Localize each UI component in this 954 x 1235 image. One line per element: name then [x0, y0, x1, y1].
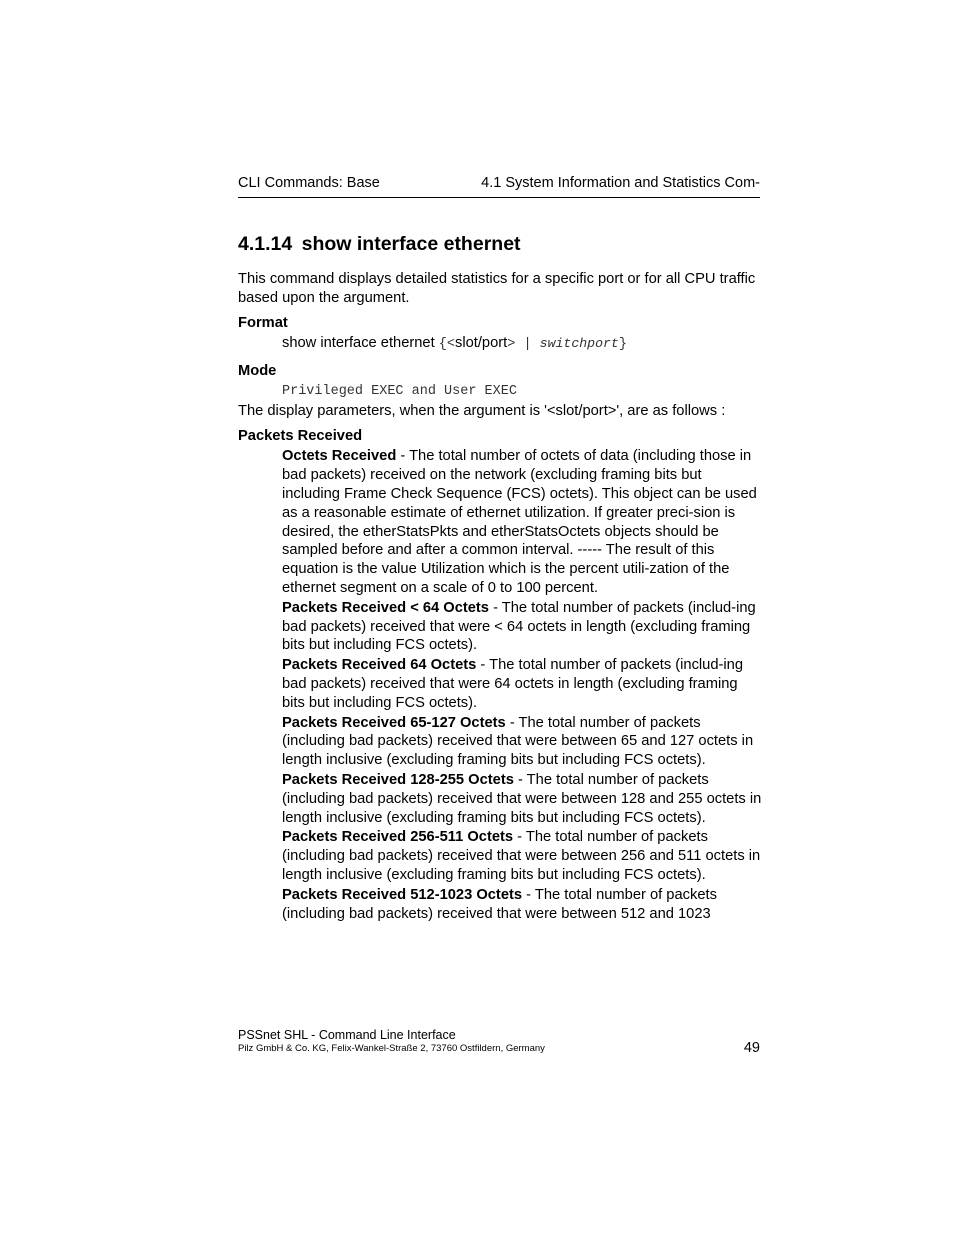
param-desc: - The total number of packets (includ-ing bad packets) received that were < 64 octets in length (excluding framing bits but including FCS octets).	[282, 599, 756, 654]
param-desc: - The total number of octets of data (including those in bad packets) received on the network (excluding framing bits but including Frame Check Sequence (FCS) octets). This object can be used as a reasonable estimate of ethernet utilization. If greater preci-sion is desired, the etherStatsPkts and etherStatsOctets objects should be sampled before and after a common interval. ----- The result of this equation is the value Utilization which is the percent utili-zation of the ethernet segment on a scale of 0 to 100 percent.	[282, 448, 757, 596]
param-item	[282, 447, 762, 597]
packets-received-heading: Packets Received	[238, 427, 363, 444]
format-brace-close: }	[618, 337, 627, 353]
param-desc: - The total number of packets (including bad packets) received that were between 65 and 127 octets in length inclusive (excluding framing bits but including FCS octets).	[282, 714, 754, 769]
page-number: 49	[743, 1040, 760, 1056]
header-section: 4.1 System Information and Statistics Com-	[481, 175, 760, 191]
param-term: Octets Received	[282, 448, 397, 465]
footer-title: PSSnet SHL - Command Line Interface	[238, 1028, 456, 1042]
param-item	[282, 714, 762, 770]
mode-value: Privileged EXEC and User EXEC	[282, 383, 517, 399]
intro-paragraph: This command displays detailed statistics for a specific port or for all CPU traffic based upon the argument.	[238, 271, 756, 306]
param-desc: - The total number of packets (including bad packets) received that were between 128 and 255 octets in length inclusive (excluding framing bits but including FCS octets).	[282, 771, 762, 826]
mode-heading: Mode	[238, 363, 277, 380]
param-item	[282, 771, 762, 827]
format-alt: switchport	[539, 336, 619, 352]
document-body	[238, 270, 762, 924]
param-term: Packets Received 128-255 Octets	[282, 771, 514, 788]
format-heading: Format	[238, 314, 288, 331]
footer-address: Pilz GmbH & Co. KG, Felix-Wankel-Straße 2, 73760 Ostfildern, Germany	[238, 1043, 545, 1054]
param-item	[282, 599, 762, 655]
param-item	[282, 828, 762, 884]
param-term: Packets Received 65-127 Octets	[282, 714, 506, 731]
param-desc: - The total number of packets (includ-ing bad packets) received that were 64 octets in length (excluding framing bits but including FCS octets).	[282, 657, 744, 711]
section-number: 4.1.14	[238, 233, 293, 255]
format-lt: <	[446, 337, 455, 353]
param-desc: - The total number of packets (including bad packets) received that were between 512 and 1023	[282, 886, 717, 922]
format-pipe: |	[515, 337, 540, 353]
section-title-text: show interface ethernet	[301, 233, 521, 255]
footer	[238, 1028, 545, 1055]
param-item	[282, 886, 762, 924]
format-syntax	[282, 334, 762, 355]
format-command: show interface ethernet	[282, 335, 435, 352]
param-term: Packets Received < 64 Octets	[282, 599, 489, 616]
param-term: Packets Received 512-1023 Octets	[282, 886, 523, 903]
format-brace-open: {	[438, 337, 447, 353]
param-term: Packets Received 256-511 Octets	[282, 829, 514, 846]
running-header	[238, 175, 760, 198]
param-item	[282, 656, 762, 712]
display-intro: The display parameters, when the argument is '<slot/port>', are as follows :	[238, 402, 726, 419]
param-term: Packets Received 64 Octets	[282, 657, 477, 674]
header-chapter: CLI Commands: Base	[238, 175, 380, 191]
format-arg: slot/port	[455, 335, 508, 352]
param-desc: - The total number of packets (including bad packets) received that were between 256 and 511 octets in length inclusive (excluding framing bits but including FCS octets).	[282, 829, 761, 883]
section-title	[238, 233, 521, 256]
format-gt: >	[507, 337, 516, 353]
